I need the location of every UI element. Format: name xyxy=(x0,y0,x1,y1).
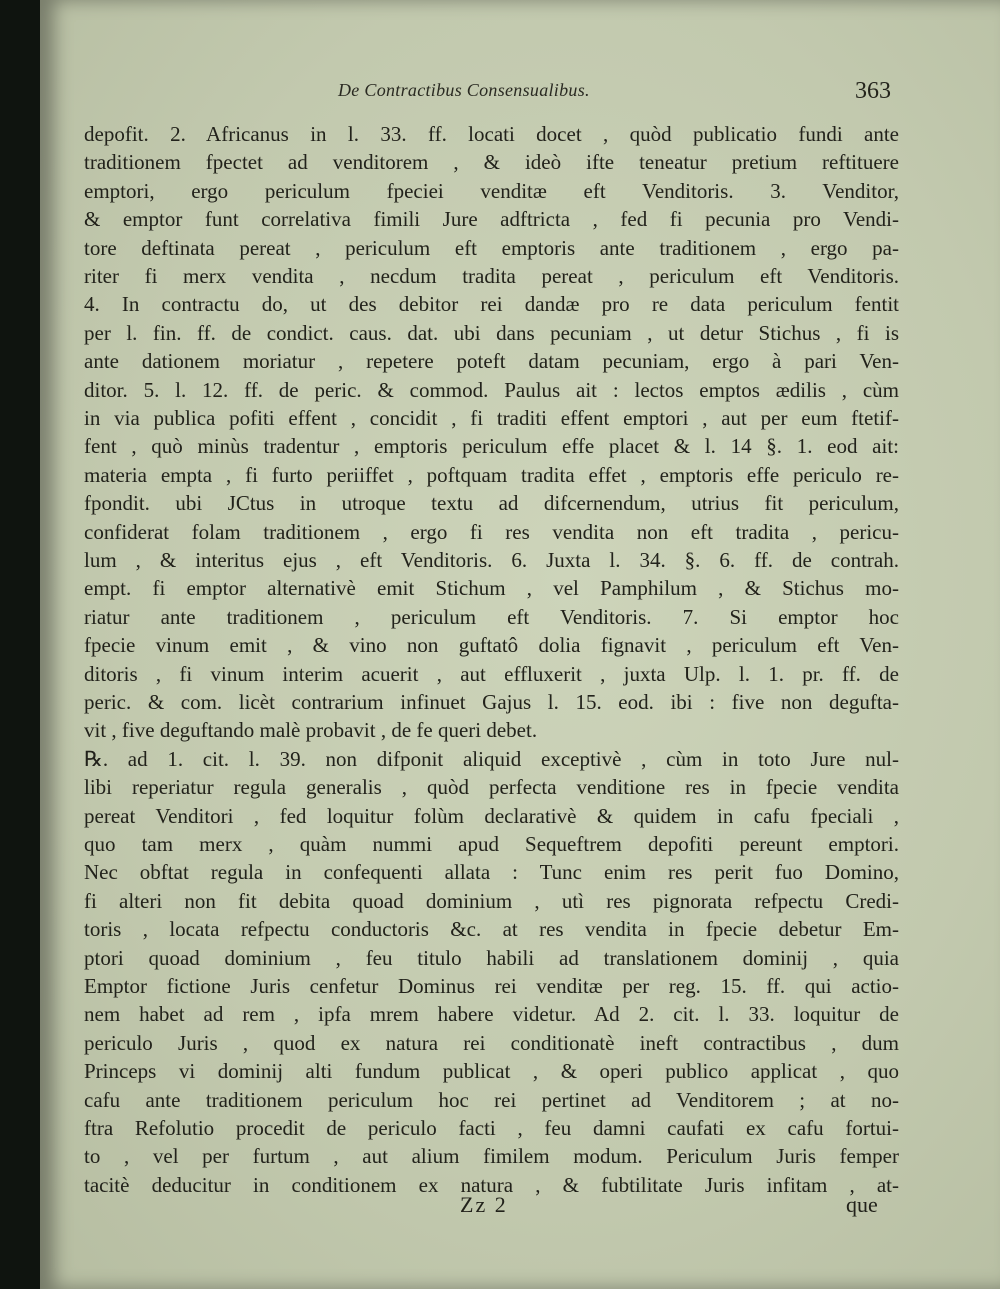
text-line: cafu ante traditionem periculum hoc rei pertinet ad Venditorem ; at no- xyxy=(84,1087,899,1112)
signature-mark: Zz 2 xyxy=(460,1192,508,1217)
text-line: ftra Refolutio procedit de periculo facti , feu damni caufati ex cafu fortui- xyxy=(84,1116,899,1140)
text-line: Nec obftat regula in confequenti allata : Tunc enim res perit fuo Domino, xyxy=(84,860,899,885)
running-title: De Contractibus Consensualibus. xyxy=(338,80,590,100)
text-line: in via publica pofiti effent , concidit , fi traditi effent emptori , aut per eum ftetif- xyxy=(84,406,899,430)
text-line: quo tam merx , quàm nummi apud Sequeftrem depofiti pereunt emptori. xyxy=(84,832,899,856)
text-line: to , vel per furtum , aut alium fimilem modum. Periculum Juris femper xyxy=(84,1144,899,1169)
text-line: 4. In contractu do, ut des debitor rei dandæ pro re data periculum fentit xyxy=(84,292,899,317)
text-line: confiderat folam traditionem , ergo fi res vendita non eft tradita , pericu- xyxy=(84,519,899,544)
text-line: tacitè deducitur in conditionem ex natura , & fubtilitate Juris infitam , at- xyxy=(84,1172,899,1197)
text-line: Princeps vi dominij alti fundum publicat , & operi publico applicat , quo xyxy=(84,1059,899,1084)
text-line: pereat Venditori , fed loquitur folùm declarativè & quidem in cafu fpeciali , xyxy=(84,803,899,828)
page-number: 363 xyxy=(855,78,891,104)
text-line: riter fi merx vendita , necdum tradita pereat , periculum eft Venditoris. xyxy=(84,264,899,288)
text-line: per l. fin. ff. de condict. caus. dat. ubi dans pecuniam , ut detur Stichus , fi is xyxy=(84,320,899,345)
text-line: riatur ante traditionem , periculum eft Venditoris. 7. Si emptor hoc xyxy=(84,604,899,629)
text-line: fi alteri non fit debita quoad dominium , utì res pignorata refpectu Credi- xyxy=(84,888,899,913)
text-line: ditoris , fi vinum interim acuerit , aut effluxerit , juxta Ulp. l. 1. pr. ff. de xyxy=(84,661,899,686)
book-page xyxy=(40,0,1000,1289)
text-line: lum , & interitus ejus , eft Venditoris. 6. Juxta l. 34. §. 6. ff. de contrah. xyxy=(84,548,899,572)
catchword: que xyxy=(846,1192,878,1217)
text-line: vit , five deguftando malè probavit , de fe queri debet. xyxy=(84,718,538,743)
text-line: fent , quò minùs tradentur , emptoris periculum effe placet & l. 14 §. 1. eod ait: xyxy=(84,434,899,459)
text-line: traditionem fpectet ad venditorem , & ideò ifte teneatur pretium reftituere xyxy=(84,150,899,175)
text-line: libi reperiatur regula generalis , quòd perfecta venditione res in fpecie vendita xyxy=(84,775,899,800)
text-line: toris , locata refpectu conductoris &c. at res vendita in fpecie debetur Em- xyxy=(84,917,899,942)
text-line: & emptor funt correlativa fimili Jure adftricta , fed fi pecunia pro Vendi- xyxy=(84,207,899,232)
text-line: periculo Juris , quod ex natura rei conditionatè ineft contractibus , dum xyxy=(84,1030,899,1055)
text-line: nem habet ad rem , ipfa mrem habere videtur. Ad 2. cit. l. 33. loquitur de xyxy=(84,1002,899,1027)
text-line: Emptor fictione Juris cenfetur Dominus rei venditæ per reg. 15. ff. qui actio- xyxy=(84,974,899,998)
text-line: emptori, ergo periculum fpeciei venditæ eft Venditoris. 3. Venditor, xyxy=(84,178,899,203)
text-line: tore deftinata pereat , periculum eft emptoris ante traditionem , ergo pa- xyxy=(84,235,899,260)
text-line: ℞. ad 1. cit. l. 39. non difponit aliquid exceptivè , cùm in toto Jure nul- xyxy=(84,746,899,771)
text-line: depofit. 2. Africanus in l. 33. ff. locati docet , quòd publicatio fundi ante xyxy=(84,122,899,146)
text-line: fpecie vinum emit , & vino non guftatô dolia fignavit , periculum eft Ven- xyxy=(84,633,899,658)
text-line: ptori quoad dominium , feu titulo habili ad translationem dominij , quia xyxy=(84,945,899,970)
text-line: ante dationem moriatur , repetere poteft datam pecuniam, ergo à pari Ven- xyxy=(84,349,899,374)
text-line: peric. & com. licèt contrarium infinuet Gajus l. 15. eod. ibi : five non degufta- xyxy=(84,690,899,714)
text-line: fpondit. ubi JCtus in utroque textu ad difcernendum, utrius fit periculum, xyxy=(84,491,899,516)
text-line: ditor. 5. l. 12. ff. de peric. & commod. Paulus ait : lectos emptos ædilis , cùm xyxy=(84,377,899,402)
text-line: empt. fi emptor alternativè emit Stichum , vel Pamphilum , & Stichus mo- xyxy=(84,576,899,601)
text-line: materia empta , fi furto periiffet , poftquam tradita effet , emptoris effe periculo re- xyxy=(84,462,899,487)
